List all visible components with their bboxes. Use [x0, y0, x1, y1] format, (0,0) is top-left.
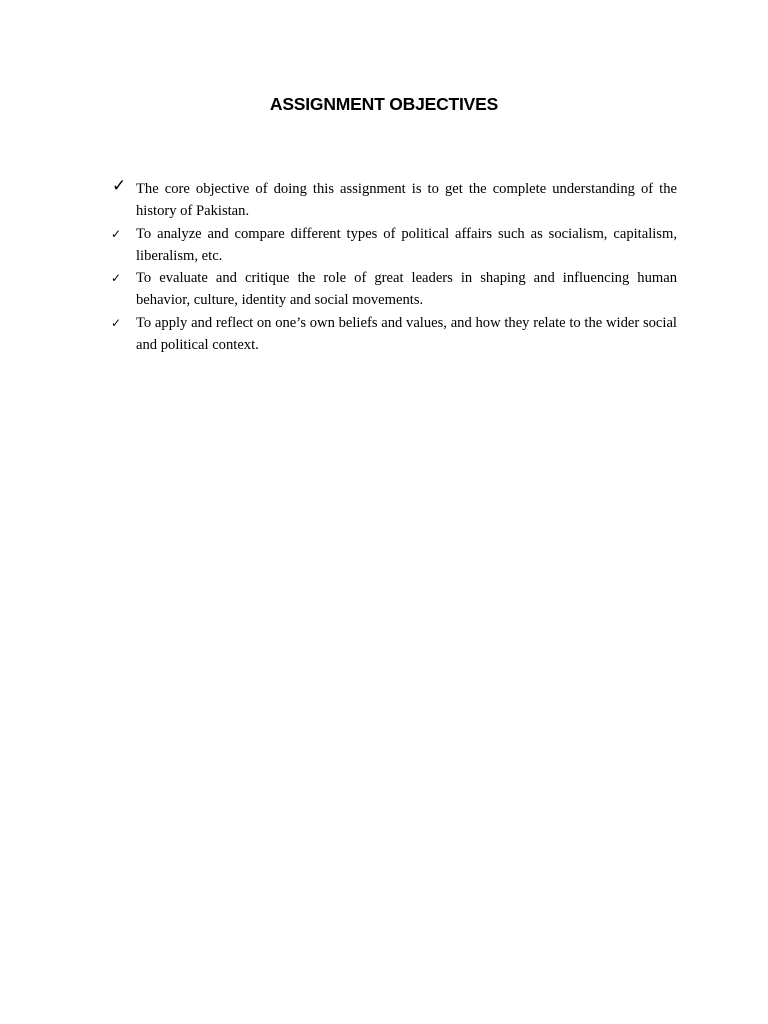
list-item — [111, 312, 677, 357]
checkmark-icon: ✓ — [111, 315, 122, 330]
objective-text: To evaluate and critique the role of great leaders in shaping and influencing human behavior, culture, identity and social movements. — [136, 270, 677, 309]
list-item — [111, 223, 677, 268]
objective-text: The core objective of doing this assignment is to get the complete understanding of the history of Pakistan. — [136, 181, 677, 220]
objectives-list — [111, 178, 677, 356]
objective-text: To apply and reflect on one’s own beliefs and values, and how they relate to the wider social and political context. — [136, 314, 677, 354]
list-item — [111, 178, 677, 223]
checkmark-icon: ✓ — [112, 176, 127, 196]
objective-text: To analyze and compare different types of political affairs such as socialism, capitalism, liberalism, etc. — [136, 225, 677, 264]
checkmark-icon: ✓ — [111, 271, 122, 286]
checkmark-icon: ✓ — [111, 226, 122, 241]
list-item — [111, 267, 677, 312]
page-title: ASSIGNMENT OBJECTIVES — [269, 94, 499, 114]
